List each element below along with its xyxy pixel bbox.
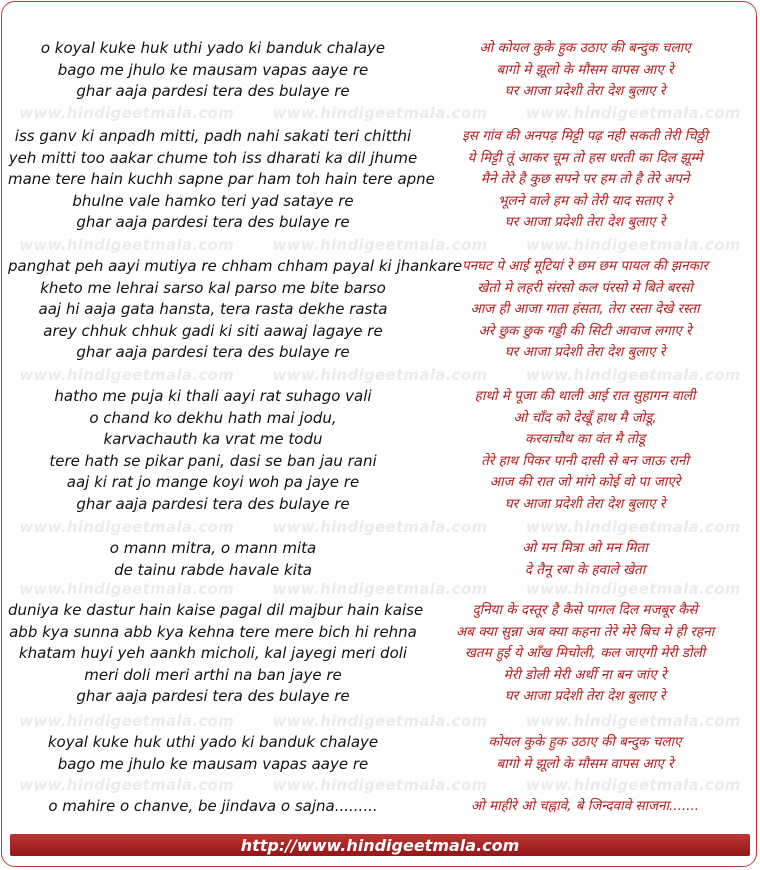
- lyric-hindi: अब क्या सुन्ना अब क्या कहना तेरे मेरे बिच मे ही रहना: [455, 623, 715, 640]
- lyric-hindi: हाथो मे पूजा की थाली आई रात सुहागन वाली: [474, 388, 696, 404]
- watermark-text: www.hindigeetmala.com: [272, 580, 488, 598]
- lyric-line: [0, 754, 760, 776]
- lyric-line: [0, 600, 760, 622]
- lyric-line: [0, 665, 760, 687]
- lyric-hindi: घर आजा प्रदेशी तेरा देश बुलाए रे: [504, 495, 666, 512]
- watermark-text: www.hindigeetmala.com: [525, 712, 741, 730]
- watermark-text: www.hindigeetmala.com: [19, 712, 235, 730]
- lyric-english: bago me jhulo ke mausam vapas aaye re: [57, 754, 369, 773]
- lyric-line: [0, 538, 760, 560]
- watermark-row: [0, 776, 760, 796]
- lyric-english: abb kya sunna abb kya kehna tere mere bich hi rehna: [9, 622, 417, 641]
- lyric-line: [0, 472, 760, 494]
- lyric-english: bhulne vale hamko teri yad sataye re: [72, 191, 354, 210]
- watermark-text: www.hindigeetmala.com: [19, 580, 235, 598]
- footer-site-link[interactable]: http://www.hindigeetmala.com: [240, 836, 520, 855]
- watermark-text: www.hindigeetmala.com: [19, 366, 235, 384]
- watermark-text: www.hindigeetmala.com: [525, 518, 741, 536]
- watermark-text: www.hindigeetmala.com: [19, 518, 235, 536]
- stanza: [0, 386, 760, 515]
- watermark-text: www.hindigeetmala.com: [272, 776, 488, 794]
- lyric-english: ghar aaja pardesi tera des bulaye re: [76, 687, 350, 705]
- lyric-line: [0, 342, 760, 364]
- stanza: [0, 600, 760, 708]
- lyric-line: [0, 212, 760, 234]
- watermark-text: www.hindigeetmala.com: [272, 366, 488, 384]
- lyric-line: [0, 38, 760, 60]
- lyric-english: meri doli meri arthi na ban jaye re: [84, 665, 342, 684]
- lyric-line: [0, 60, 760, 82]
- lyric-hindi: ओ कोयल कुके हुक उठाए की बन्दुक चलाए: [479, 40, 691, 56]
- stanza: [0, 256, 760, 364]
- lyric-hindi: खेतो मे लहरी संरसो कल पंरसो मे बिते बरसो: [477, 279, 693, 296]
- lyric-english: yeh mitti too aakar chume toh iss dharati ka dil jhume: [8, 148, 418, 167]
- lyric-hindi: ओ माहीरे ओ चह्नावे, बे जिन्दवावे साजना.......: [470, 798, 700, 814]
- watermark-row: [0, 236, 760, 256]
- watermark-row: [0, 518, 760, 538]
- stanza: [0, 38, 760, 103]
- lyric-hindi: घर आजा प्रदेशी तेरा देश बुलाए रे: [504, 344, 666, 360]
- lyric-english: iss ganv ki anpadh mitti, padh nahi sakati teri chitthi: [14, 127, 412, 145]
- watermark-row: [0, 580, 760, 600]
- lyric-hindi: मैने तेरे है कुछ सपने पर हम तो है तेरे अपने: [480, 171, 690, 187]
- stanza: [0, 538, 760, 581]
- lyric-hindi: आज ही आजा गाता हंसता, तेरा रस्ता देखे रस्ता: [470, 301, 700, 317]
- lyric-hindi: आज की रात जो मांगे कोई वो पा जाएरे: [489, 474, 681, 490]
- lyric-hindi: दे तैनू रबा के हवाले खेता: [524, 561, 646, 578]
- watermark-row: [0, 712, 760, 732]
- lyric-hindi: ओ चाँद को देखूँ हाथ मै जोडू,: [513, 409, 657, 426]
- lyric-english: panghat peh aayi mutiya re chham chham payal ki jhankare: [8, 257, 463, 275]
- lyric-hindi: बागो मे झूलो के मौसम वापस आए रे: [496, 61, 674, 78]
- lyric-line: [0, 451, 760, 473]
- lyric-english: o mahire o chanve, be jindava o sajna.........: [48, 797, 378, 815]
- lyric-english: ghar aaja pardesi tera des bulaye re: [76, 343, 350, 361]
- lyric-line: [0, 321, 760, 343]
- watermark-text: www.hindigeetmala.com: [272, 518, 488, 536]
- lyric-line: [0, 299, 760, 321]
- watermark-row: [0, 366, 760, 386]
- lyric-line: [0, 643, 760, 665]
- lyric-line: [0, 169, 760, 191]
- lyric-hindi: घर आजा प्रदेशी तेरा देश बुलाए रे: [504, 214, 666, 230]
- lyric-english: hatho me puja ki thali aayi rat suhago vali: [54, 387, 372, 405]
- lyric-hindi: मेरी डोली मेरी अर्थी ना बन जांए रे: [503, 666, 667, 683]
- lyric-line: [0, 622, 760, 644]
- lyric-line: [0, 278, 760, 300]
- watermark-text: www.hindigeetmala.com: [272, 104, 488, 122]
- stanza: [0, 126, 760, 234]
- lyric-english: o mann mitra, o mann mita: [109, 539, 317, 557]
- lyric-hindi: करवाचौथ का वंत मै तोडू: [524, 431, 646, 447]
- lyric-english: kheto me lehrai sarso kal parso me bite barso: [40, 278, 386, 297]
- watermark-text: www.hindigeetmala.com: [19, 776, 235, 794]
- lyric-hindi: भूलने वाले हम को तेरी याद सताए रे: [498, 192, 672, 209]
- lyric-line: [0, 686, 760, 708]
- watermark-text: www.hindigeetmala.com: [525, 580, 741, 598]
- lyric-hindi: ओ मन मित्रा ओ मन मिता: [522, 540, 648, 556]
- lyric-line: [0, 408, 760, 430]
- lyric-english: de tainu rabde havale kita: [114, 560, 312, 579]
- lyric-english: mane tere hain kuchh sapne par ham toh hain tere apne: [8, 170, 435, 188]
- lyric-english: arey chhuk chhuk gadi ki siti aawaj lagaye re: [43, 321, 383, 340]
- stanza: [0, 796, 760, 818]
- lyric-line: [0, 796, 760, 818]
- stanza: [0, 732, 760, 775]
- lyric-hindi: बागो मे झूलो के मौसम वापस आए रे: [496, 755, 674, 772]
- lyric-hindi: तेरे हाथ पिकर पानी दासी से बन जाऊ रानी: [481, 452, 689, 469]
- watermark-text: www.hindigeetmala.com: [525, 776, 741, 794]
- watermark-text: www.hindigeetmala.com: [272, 712, 488, 730]
- lyric-hindi: घर आजा प्रदेशी तेरा देश बुलाए रे: [504, 688, 666, 704]
- lyric-hindi: खतम हुई ये आँख मिचोली, कल जाएगी मेरी डोली: [464, 645, 706, 661]
- lyric-hindi: पनघट पे आई मूटियां रे छम छम पायल की झनकार: [461, 258, 709, 274]
- lyric-hindi: इस गांव की अनपढ़ मिट्टी पढ़ नही सकती तेरी चिठ्ठी: [462, 128, 708, 144]
- lyric-hindi: कोयल कुके हुक उठाए की बन्दुक चलाए: [488, 734, 682, 750]
- lyric-line: [0, 148, 760, 170]
- watermark-text: www.hindigeetmala.com: [525, 236, 741, 254]
- lyric-hindi: घर आजा प्रदेशी तेरा देश बुलाए रे: [504, 83, 666, 99]
- lyric-line: [0, 429, 760, 451]
- lyric-hindi: दुनिया के दस्तूर है कैसे पागल दिल मजबूर कैसे: [472, 602, 698, 618]
- lyric-line: [0, 386, 760, 408]
- lyric-hindi: अरे छुक छुक गड्डी की सिटी आवाज लगाए रे: [478, 322, 692, 339]
- watermark-row: [0, 104, 760, 124]
- lyric-line: [0, 732, 760, 754]
- lyric-line: [0, 560, 760, 582]
- lyric-english: ghar aaja pardesi tera des bulaye re: [76, 494, 350, 513]
- lyric-line: [0, 126, 760, 148]
- lyric-english: khatam huyi yeh aankh micholi, kal jayegi meri doli: [18, 644, 408, 662]
- lyric-english: aaj ki rat jo mange koyi woh pa jaye re: [66, 473, 360, 491]
- lyric-english: ghar aaja pardesi tera des bulaye re: [76, 213, 350, 231]
- watermark-text: www.hindigeetmala.com: [19, 104, 235, 122]
- lyric-english: o koyal kuke huk uthi yado ki banduk chalaye: [40, 39, 386, 57]
- lyric-english: tere hath se pikar pani, dasi se ban jau rani: [49, 451, 377, 470]
- lyric-english: ghar aaja pardesi tera des bulaye re: [76, 82, 350, 100]
- watermark-text: www.hindigeetmala.com: [19, 236, 235, 254]
- lyric-line: [0, 81, 760, 103]
- lyric-english: koyal kuke huk uthi yado ki banduk chalaye: [47, 733, 379, 751]
- lyric-english: o chand ko dekhu hath mai jodu,: [89, 408, 337, 427]
- lyric-english: bago me jhulo ke mausam vapas aaye re: [57, 60, 369, 79]
- watermark-text: www.hindigeetmala.com: [525, 366, 741, 384]
- lyric-english: karvachauth ka vrat me todu: [103, 430, 323, 448]
- lyric-line: [0, 256, 760, 278]
- lyric-line: [0, 191, 760, 213]
- lyric-english: aaj hi aaja gata hansta, tera rasta dekhe rasta: [38, 300, 388, 318]
- lyric-hindi: ये मिट्टी तूं आकर चूम तो हस धरती का दिल झूम्मे: [467, 149, 703, 166]
- watermark-text: www.hindigeetmala.com: [525, 104, 741, 122]
- lyric-line: [0, 494, 760, 516]
- lyric-english: duniya ke dastur hain kaise pagal dil majbur hain kaise: [8, 601, 424, 619]
- watermark-text: www.hindigeetmala.com: [272, 236, 488, 254]
